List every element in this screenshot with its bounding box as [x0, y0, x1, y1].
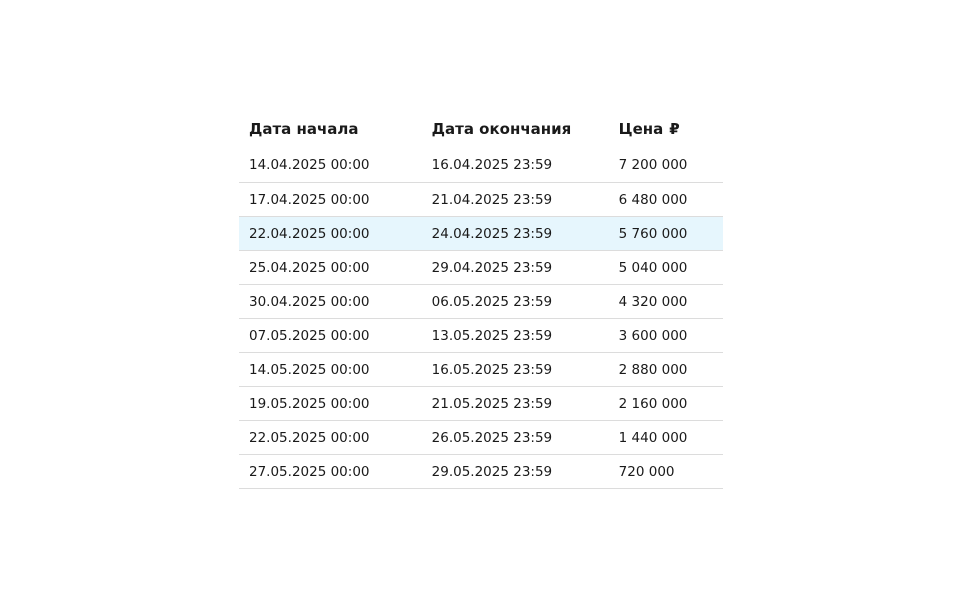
start-date-cell: 14.04.2025 00:00: [239, 148, 422, 183]
table-row: [239, 455, 723, 489]
ruble-currency-sign: ₽: [669, 120, 680, 138]
price-schedule-table: [239, 110, 723, 489]
table-header: [239, 110, 723, 148]
column-header-price: [609, 110, 723, 148]
table-row: [239, 319, 723, 353]
end-date-cell: 26.05.2025 23:59: [422, 421, 609, 455]
start-date-cell: 07.05.2025 00:00: [239, 319, 422, 353]
price-cell: 4 320 000: [609, 285, 723, 319]
price-cell: 1 440 000: [609, 421, 723, 455]
table-row: [239, 251, 723, 285]
start-date-cell: 27.05.2025 00:00: [239, 455, 422, 489]
price-cell: 720 000: [609, 455, 723, 489]
end-date-cell: 24.04.2025 23:59: [422, 217, 609, 251]
table-row: [239, 148, 723, 183]
column-header-start-date: Дата начала: [249, 120, 359, 138]
price-cell: 2 880 000: [609, 353, 723, 387]
table-row: [239, 285, 723, 319]
price-cell: 7 200 000: [609, 148, 723, 183]
price-cell: 3 600 000: [609, 319, 723, 353]
table-row: [239, 183, 723, 217]
price-header-label: Цена: [618, 120, 664, 138]
start-date-cell: 22.04.2025 00:00: [239, 217, 422, 251]
end-date-cell: 21.05.2025 23:59: [422, 387, 609, 421]
table-body: [239, 148, 723, 489]
end-date-cell: 29.04.2025 23:59: [422, 251, 609, 285]
price-cell: 6 480 000: [609, 183, 723, 217]
start-date-cell: 14.05.2025 00:00: [239, 353, 422, 387]
table-row: [239, 387, 723, 421]
end-date-cell: 16.04.2025 23:59: [422, 148, 609, 183]
header-row: [239, 110, 723, 148]
end-date-cell: 21.04.2025 23:59: [422, 183, 609, 217]
start-date-cell: 22.05.2025 00:00: [239, 421, 422, 455]
table-row: [239, 421, 723, 455]
end-date-cell: 29.05.2025 23:59: [422, 455, 609, 489]
price-cell: 2 160 000: [609, 387, 723, 421]
start-date-cell: 17.04.2025 00:00: [239, 183, 422, 217]
price-cell: 5 040 000: [609, 251, 723, 285]
column-header-end-date: Дата окончания: [431, 120, 572, 138]
start-date-cell: 30.04.2025 00:00: [239, 285, 422, 319]
start-date-cell: 25.04.2025 00:00: [239, 251, 422, 285]
table-row: [239, 353, 723, 387]
end-date-cell: 16.05.2025 23:59: [422, 353, 609, 387]
end-date-cell: 13.05.2025 23:59: [422, 319, 609, 353]
table-row-highlighted: [239, 217, 723, 251]
end-date-cell: 06.05.2025 23:59: [422, 285, 609, 319]
price-cell: 5 760 000: [609, 217, 723, 251]
start-date-cell: 19.05.2025 00:00: [239, 387, 422, 421]
